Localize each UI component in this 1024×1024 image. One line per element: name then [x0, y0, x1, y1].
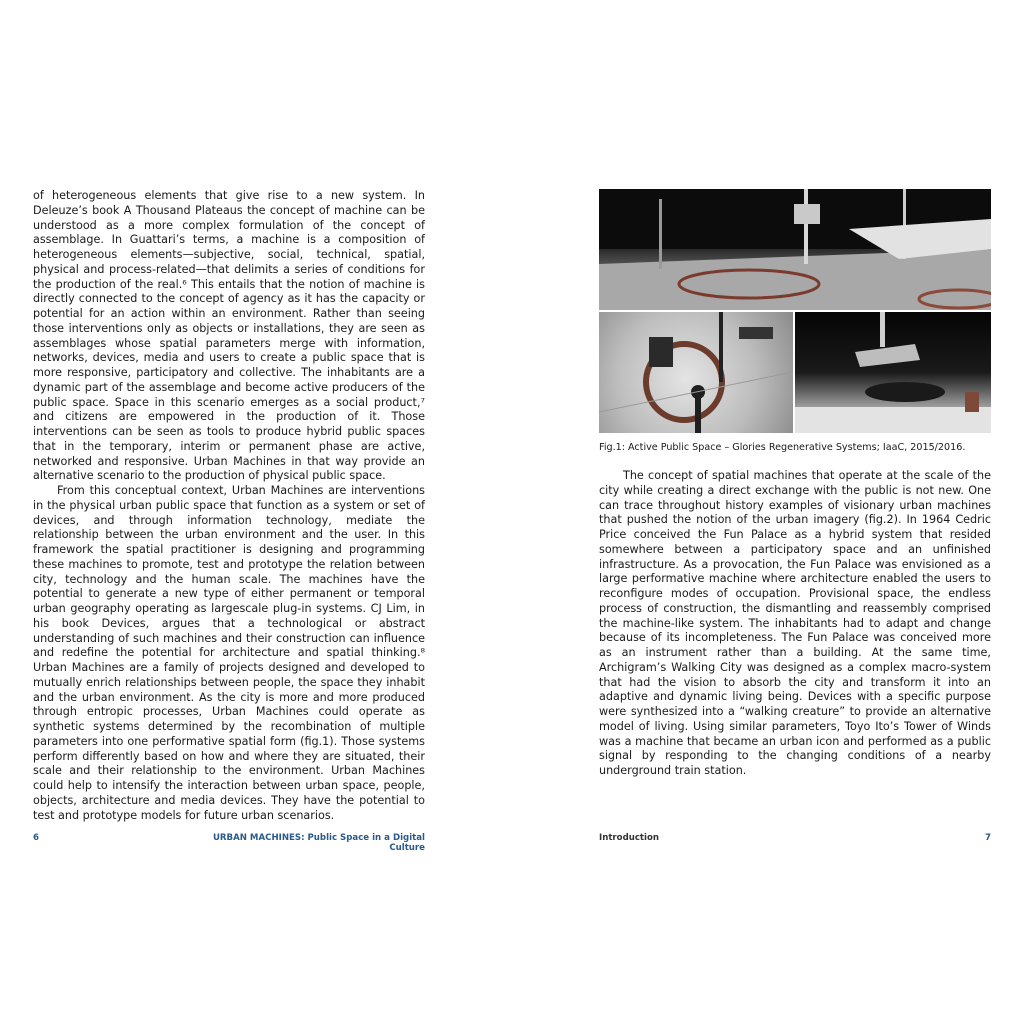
body-paragraph: of heterogeneous elements that give rise to a new system. In Deleuze’s book A Thousand Plateaus the concept of machine can be understood as a more complex formulation of the concept of assemblage. In Guattari’s terms, a machine is a composition of heterogeneous elements—subjective, social, technical, spatial, physical and process-related—that delimits a series of conditions for the production of the real.⁶ This entails that the notion of machine is directly connected to the concept of agency as it has the capacity or potential for an action within an environment. Rather than seeing those interventions only as objects or installations, they are seen as assemblages whose spatial parameters merge with information, networks, devices, media and users to create a public space that is more responsive, participatory and collective. The inhabitants are a dynamic part of the assemblage and become active producers of the public space. Space in this scenario emerges as a social product,⁷ and citizens are empowered in the production of it. Those interventions can be seen as tools to produce hybrid public spaces that in the temporary, interim or permanent phase are active, networked and responsive. Urban Machines in that way provide an alternative scenario to the production of physical public space.: [33, 189, 425, 483]
figure-caption: Fig.1: Active Public Space – Glories Regenerative Systems; IaaC, 2015/2016.: [599, 442, 966, 453]
page-number-left: 6: [33, 833, 39, 843]
body-paragraph: From this conceptual context, Urban Machines are interventions in the physical urban public space that function as a system or set of devices, and through information technology, mediate the relationship between the urban environment and the user. In this framework the spatial practitioner is designing and programming these machines to promote, test and prototype the relation between city, technology and the human scale. The machines have the potential to generate a new type of either permanent or temporal urban geography operating as largescale plug-in systems. CJ Lim, in his book Devices, argues that a technological or abstract understanding of such machines and their construction can influence and redefine the potential for architecture and spatial thinking.⁸ Urban Machines are a family of projects designed and developed to mutually enrich relationships between people, the space they inhabit and the urban environment. As the city is more and more produced through entropic processes, Urban Machines could operate as synthetic systems determined by the recombination of multiple parameters into one performative spatial form (fig.1). Those systems perform differently based on how and where they are situated, their scale and their relationship to the environment. Urban Machines could help to intensify the interaction between urban space, people, objects, architecture and media devices. They have the potential to test and prototype models for future urban scenarios.: [33, 484, 425, 822]
right-text-column: [599, 469, 991, 779]
figure-photo-bottom-left: [599, 312, 793, 433]
running-head-left: URBAN MACHINES: Public Space in a Digital Culture: [212, 833, 425, 853]
figure-photo-bottom-right: [795, 312, 991, 433]
body-paragraph: The concept of spatial machines that operate at the scale of the city while creating a direct exchange with the public is not new. One can trace throughout history examples of visionary urban machines that pushed the notion of the urban imagery (fig.2). In 1964 Cedric Price conceived the Fun Palace as a hybrid system that resided somewhere between a participatory space and an unfinished infrastructure. As a provocation, the Fun Palace was envisioned as a large performative machine where architecture enabled the users to reconfigure modes of occupation. Provisional space, the endless process of construction, the dismantling and reassembly comprised the machine-like system. The inhabitants had to adapt and change because of its incompleteness. The Fun Palace was conceived more as an instrument rather than a building. At the same time, Archigram’s Walking City was designed as a complex macro-system that had the vision to absorb the city and transform it into an adaptive and dynamic living being. Devices with a specific purpose were synthesized into a “walking creature” to provide an alternative model of living. Using similar parameters, Toyo Ito’s Tower of Winds was a machine that became an urban icon and performed as a public signal by responding to the changing conditions of a nearby underground train station.: [599, 469, 991, 777]
running-head-right: Introduction: [599, 833, 660, 843]
figure-1: [599, 189, 991, 433]
figure-photo-top: [599, 189, 991, 310]
left-text-column: [33, 189, 425, 823]
page-number-right: 7: [985, 833, 991, 843]
